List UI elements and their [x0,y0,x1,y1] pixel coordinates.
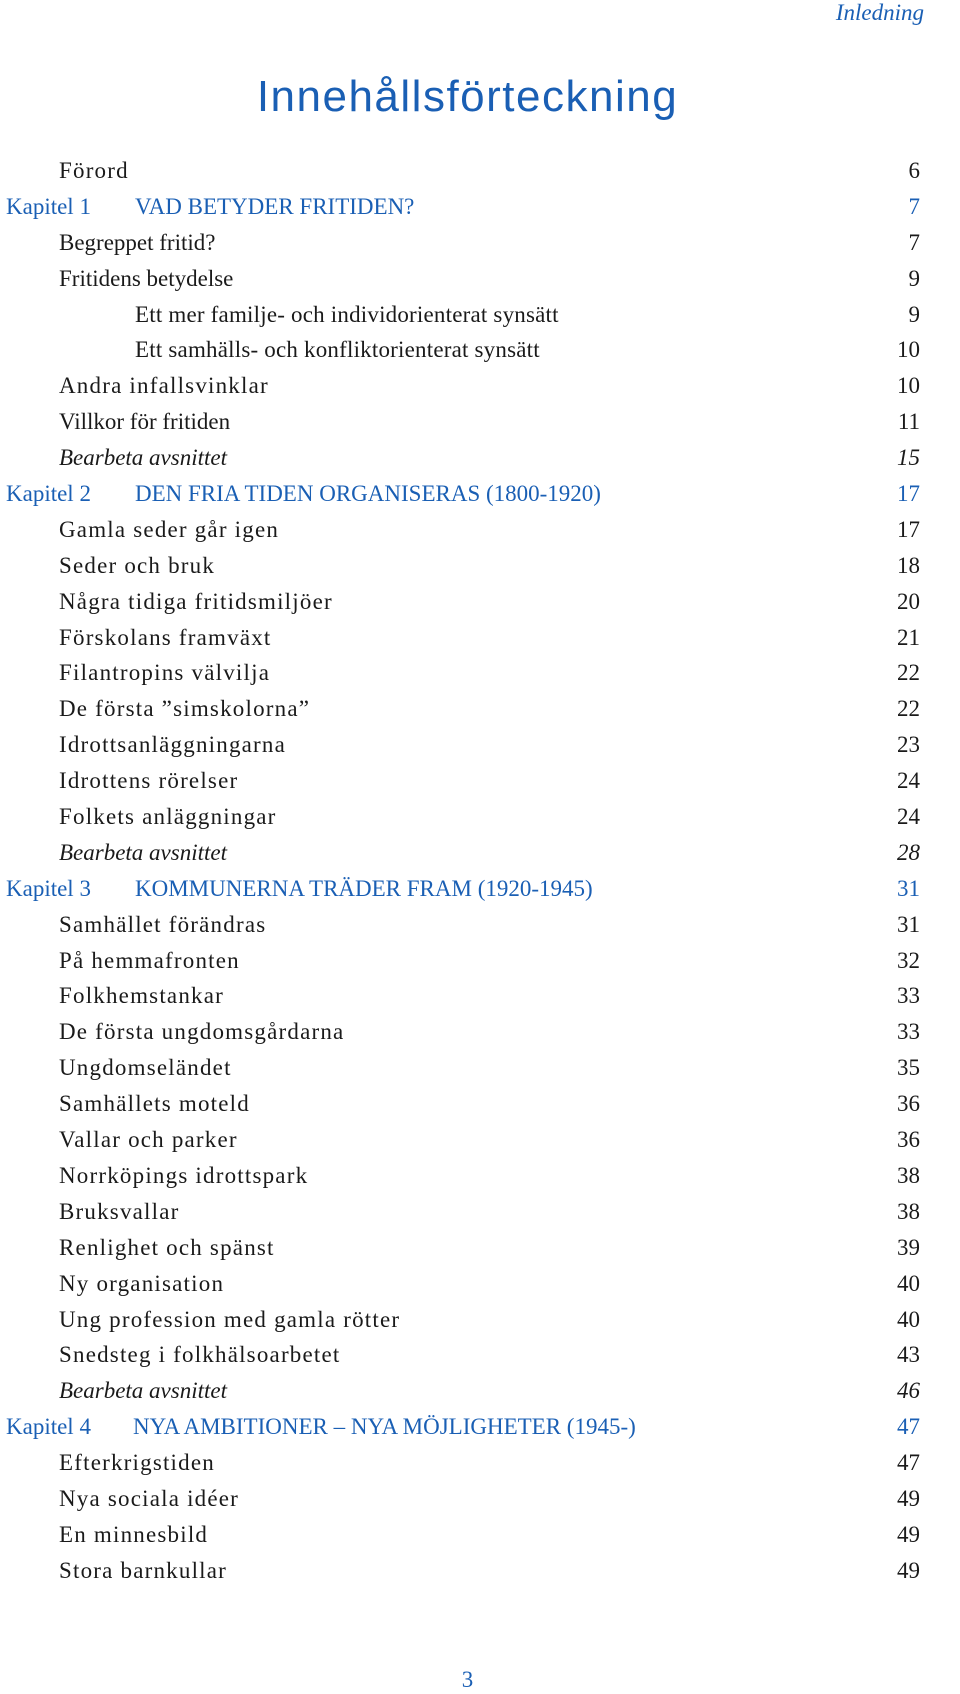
toc-entry-label: På hemmafronten [59,947,240,973]
toc-entry-label: Andra infallsvinklar [59,373,269,399]
toc-entry-page: 15 [897,445,920,471]
toc-entry-page: 46 [897,1378,920,1404]
toc-entry-page: 38 [897,1162,920,1188]
toc-entry-label: Förord [59,158,129,183]
toc-exercise-entry[interactable] [0,835,935,871]
toc-chapter-number: Kapitel 2 [6,481,91,507]
page-title: Innehållsförteckning [256,72,679,121]
toc-entry[interactable] [0,727,935,763]
toc-entry-page: 21 [897,624,920,650]
toc-entry-page: 28 [897,839,920,865]
toc-entry-label: Idrottens rörelser [59,768,239,794]
toc-entry[interactable] [0,1194,935,1230]
toc-entry-page: 35 [897,1055,920,1081]
running-head: Inledning [835,0,924,25]
toc-entry[interactable] [0,404,935,440]
toc-entry-label: Ett mer familje- och individorienterat synsätt [135,301,559,327]
toc-entry-page: 24 [897,804,920,830]
toc-entry[interactable] [0,1266,935,1302]
toc-entry-page: 9 [908,301,920,327]
toc-chapter-number: Kapitel 3 [6,875,91,901]
toc-chapter-title: KOMMUNERNA TRÄDER FRAM (1920-1945) [135,875,593,901]
toc-entry-label: Ett samhälls- och konfliktorienterat synsätt [135,337,540,363]
toc-entry[interactable] [0,1122,935,1158]
toc-entry-label: Idrottsanläggningarna [59,732,287,758]
toc-entry-page: 10 [897,373,920,399]
toc-entry-label: Filantropins välvilja [59,660,271,686]
toc-entry[interactable] [0,1553,935,1589]
toc-entry-label: De första ungdomsgårdarna [59,1019,345,1045]
toc-entry[interactable] [0,1158,935,1194]
toc-entry-label: Bruksvallar [59,1198,180,1224]
toc-chapter-title: VAD BETYDER FRITIDEN? [135,193,415,219]
toc-entry-label: Bearbeta avsnittet [59,445,227,471]
page-number: 3 [461,1667,474,1692]
toc-entry[interactable] [0,1230,935,1266]
toc-entry-label: Folkets anläggningar [59,804,277,830]
toc-entry[interactable] [0,1086,935,1122]
toc-entry-label: De första ”simskolorna” [59,696,311,722]
toc-entry[interactable] [0,799,935,835]
table-of-contents [0,153,935,1589]
toc-entry[interactable] [0,691,935,727]
toc-entry-label: Samhällets moteld [59,1091,250,1117]
toc-entry-page: 7 [908,229,920,255]
toc-exercise-entry[interactable] [0,440,935,476]
toc-entry[interactable] [0,584,935,620]
toc-entry-label: Nya sociala idéer [59,1485,240,1511]
toc-entry[interactable] [0,907,935,943]
toc-entry[interactable] [0,512,935,548]
toc-entry[interactable] [0,225,935,261]
toc-entry[interactable] [0,1481,935,1517]
toc-entry-label: Bearbeta avsnittet [59,839,227,865]
toc-entry-label: Ung profession med gamla rötter [59,1306,401,1332]
toc-entry[interactable] [0,943,935,979]
toc-entry-label: Seder och bruk [59,552,216,578]
toc-entry-label: Renlighet och spänst [59,1234,275,1260]
toc-entry-page: 31 [897,875,920,901]
toc-chapter-entry[interactable] [0,476,935,512]
toc-entry-label: Förskolans framväxt [59,624,272,650]
toc-entry-page: 9 [908,265,920,291]
toc-entry-label: Vallar och parker [59,1127,238,1153]
toc-entry-page: 22 [897,696,920,722]
toc-entry-page: 22 [897,660,920,686]
toc-subentry[interactable] [0,332,935,368]
toc-entry-page: 38 [897,1198,920,1224]
toc-entry-label: Ny organisation [59,1270,225,1296]
toc-chapter-title: DEN FRIA TIDEN ORGANISERAS (1800-1920) [135,481,601,507]
toc-entry[interactable] [0,1445,935,1481]
toc-entry-label: Några tidiga fritidsmiljöer [59,588,333,614]
toc-entry[interactable] [0,1302,935,1338]
toc-entry[interactable] [0,763,935,799]
toc-entry-page: 33 [897,1019,920,1045]
toc-chapter-entry[interactable] [0,871,935,907]
toc-subentry[interactable] [0,297,935,333]
toc-entry-label: Snedsteg i folkhälsoarbetet [59,1342,341,1368]
toc-entry-label: Ungdomseländet [59,1055,232,1081]
toc-entry-label: Folkhemstankar [59,983,224,1009]
toc-entry-label: En minnesbild [59,1521,209,1547]
toc-entry-label: Stora barnkullar [59,1557,228,1583]
toc-entry-page: 31 [897,911,920,937]
toc-entry-label: Bearbeta avsnittet [59,1378,227,1404]
toc-entry-label: Efterkrigstiden [59,1450,215,1476]
toc-entry-page: 43 [897,1342,920,1368]
toc-chapter-entry[interactable] [0,189,935,225]
toc-entry[interactable] [0,1050,935,1086]
toc-entry[interactable] [0,1517,935,1553]
toc-entry-page: 23 [897,732,920,758]
toc-chapter-number: Kapitel 1 [6,193,91,219]
toc-entry[interactable] [0,655,935,691]
toc-entry-label: Villkor för fritiden [59,409,231,435]
toc-entry[interactable] [0,1014,935,1050]
toc-entry[interactable] [0,978,935,1014]
toc-entry[interactable] [0,261,935,297]
toc-entry[interactable] [0,368,935,404]
toc-entry-page: 10 [897,337,920,363]
toc-entry-page: 17 [897,516,920,542]
toc-entry-label: Fritidens betydelse [59,265,234,291]
toc-entry[interactable] [0,1337,935,1373]
toc-entry-page: 32 [897,947,920,973]
toc-entry-page: 40 [897,1306,920,1332]
toc-chapter-number: Kapitel 4 [6,1414,91,1440]
toc-entry-page: 47 [897,1414,920,1440]
toc-entry-label: Samhället förändras [59,911,267,937]
toc-entry[interactable] [0,548,935,584]
toc-chapter-title: NYA AMBITIONER – NYA MÖJLIGHETER (1945-) [133,1414,636,1440]
toc-entry-page: 39 [897,1234,920,1260]
toc-entry-page: 20 [897,588,920,614]
toc-entry-page: 40 [897,1270,920,1296]
toc-entry-page: 6 [908,158,920,183]
toc-entry-page: 47 [897,1450,920,1476]
toc-entry-label: Gamla seder går igen [59,516,280,542]
toc-entry-page: 36 [897,1091,920,1117]
toc-entry-page: 7 [908,193,920,219]
toc-entry-page: 24 [897,768,920,794]
toc-entry-page: 18 [897,552,920,578]
toc-entry-label: Begreppet fritid? [59,229,216,255]
toc-entry-page: 17 [897,481,920,507]
toc-entry[interactable] [0,153,935,189]
toc-entry[interactable] [0,620,935,656]
toc-entry-page: 49 [897,1485,920,1511]
toc-exercise-entry[interactable] [0,1373,935,1409]
toc-entry-page: 36 [897,1127,920,1153]
toc-entry-page: 33 [897,983,920,1009]
toc-chapter-entry[interactable] [0,1409,935,1445]
toc-entry-page: 49 [897,1521,920,1547]
toc-entry-page: 49 [897,1557,920,1583]
toc-entry-page: 11 [897,409,920,435]
toc-entry-label: Norrköpings idrottspark [59,1162,309,1188]
